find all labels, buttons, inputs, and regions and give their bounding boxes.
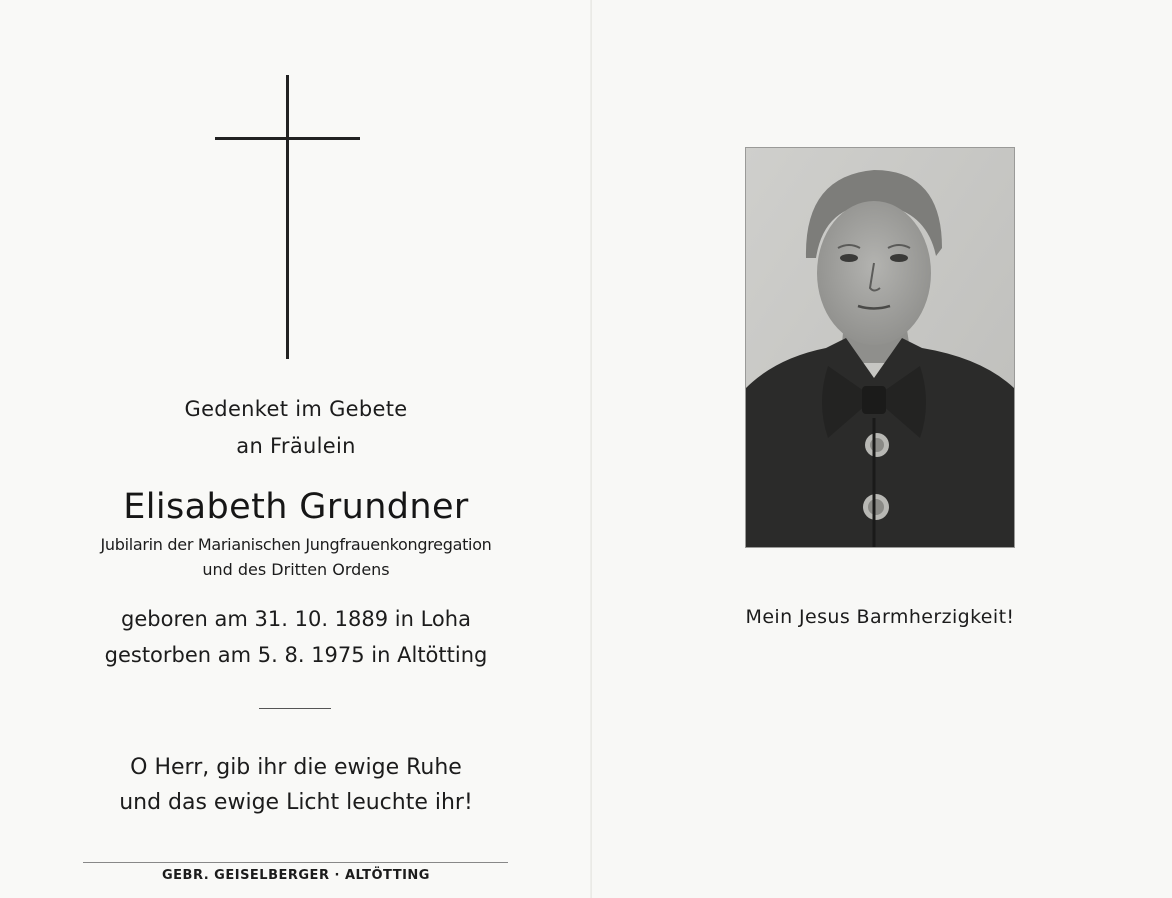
cross-icon-vertical <box>286 75 289 359</box>
footer-rule <box>83 862 508 863</box>
role-line-1: Jubilarin der Marianischen Jungfrauenkongregation <box>100 535 492 554</box>
deceased-name: Elisabeth Grundner <box>123 487 469 527</box>
prayer-line-1: O Herr, gib ihr die ewige Ruhe <box>130 755 462 780</box>
role-line-2: und des Dritten Ordens <box>202 560 390 579</box>
invocation-line-2: an Fräulein <box>236 434 356 458</box>
prayer-line-2: und das ewige Licht leuchte ihr! <box>119 790 473 815</box>
birth-date: geboren am 31. 10. 1889 in Loha <box>121 607 471 631</box>
death-date: gestorben am 5. 8. 1975 in Altötting <box>104 643 488 667</box>
portrait-photo <box>746 148 1014 547</box>
printer-imprint: GEBR. GEISELBERGER · ALTÖTTING <box>162 868 430 883</box>
invocation-line-1: Gedenket im Gebete <box>184 397 408 421</box>
cross-icon-horizontal <box>215 137 360 140</box>
motto-text: Mein Jesus Barmherzigkeit! <box>745 606 1015 628</box>
divider <box>259 708 331 709</box>
